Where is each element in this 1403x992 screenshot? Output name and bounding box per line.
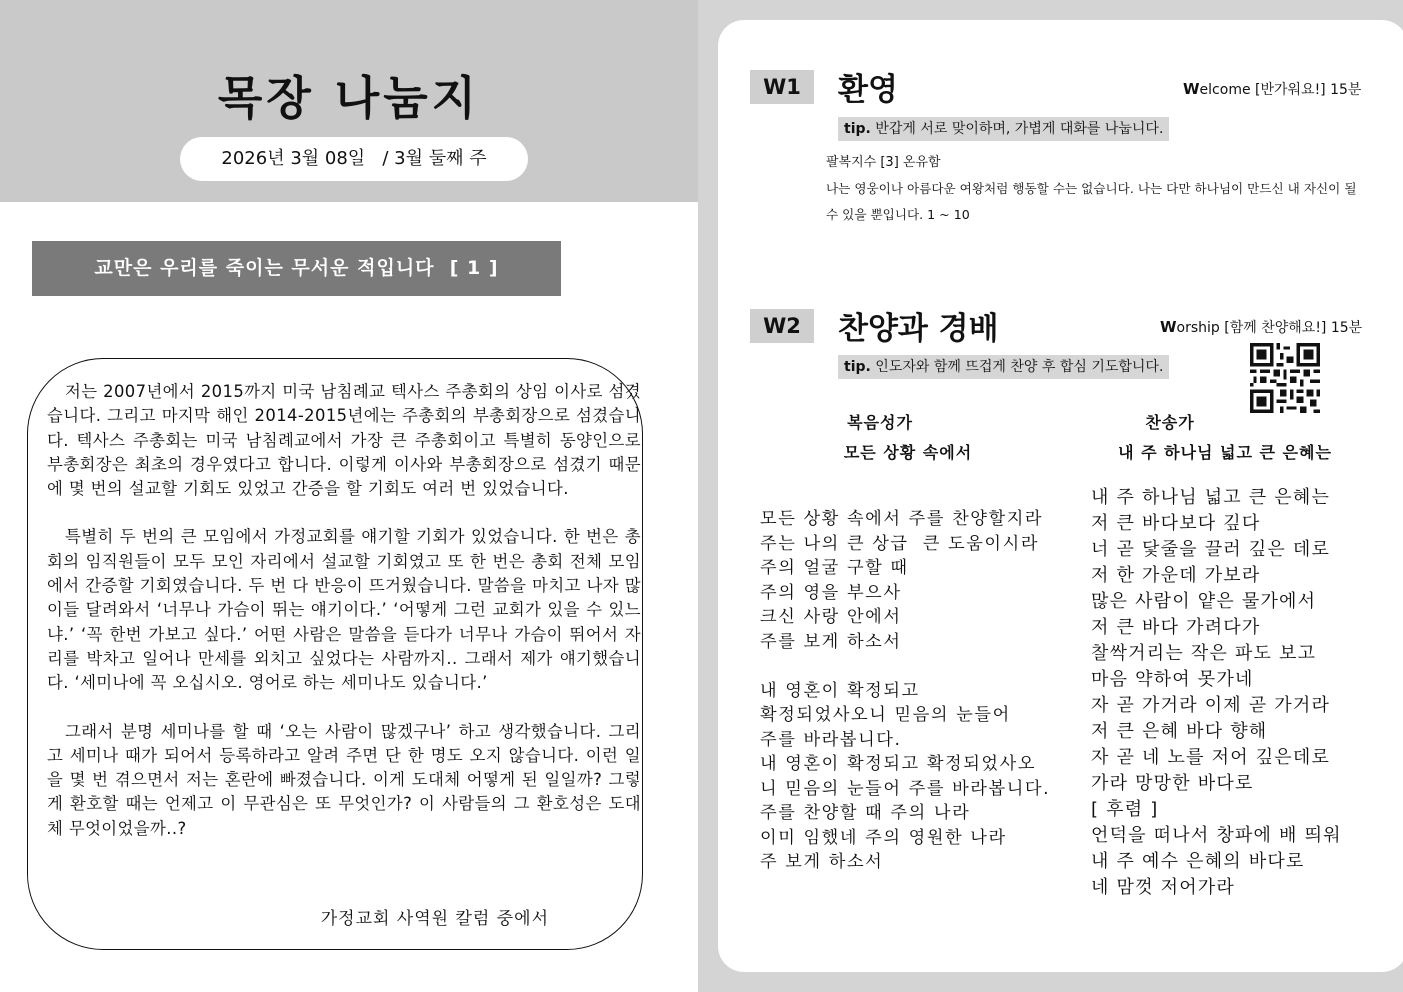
w1-reading: 나는 영웅이나 아름다운 여왕처럼 행동할 수는 없습니다. 나는 다만 하나님이 만드신 내 자신이 될 수 있을 뿐입니다. 1 ~ 10 [826,181,1357,222]
w1-tip-label: tip. [844,121,871,137]
w2-title: 찬양과 경배 [838,311,999,347]
song1-category: 복음성가 [847,413,913,432]
song2-lyrics: 내 주 하나님 넓고 큰 은혜는 저 큰 바다보다 깊다 너 곧 닻줄을 끌러 깊은 데로 저 한 가운데 가보라 많은 사람이 얕은 물가에서 저 큰 바다 가려다가 찰싹거리는 작은 파도 보고 마음 약하여 못가네 자 곧 가거라 이제 곧 가거라 저 큰 은혜 바다 향해 자 곧 네 노를 저어 깊은데로 가라 망망한 바다로 [ 후렴 ] 언덕을 떠나서 창파에 배 띄워 내 주 예수 은혜의 바다로 네 맘껏 저어가라 [1091,487,1342,898]
w1-tag [1183,79,1361,99]
date-pill: 2026년 3월 08일 / 3월 둘째 주 [180,137,528,181]
w1-tag-initial: W [1183,80,1200,98]
song1-lyrics: 모든 상황 속에서 주를 찬양할지라 주는 나의 큰 상급 큰 도움이시라 주의 얼굴 구할 때 주의 영을 부으사 크신 사랑 안에서 주를 보게 하소서 내 영혼이 확정되고 확정되었사오니 믿음의 눈들어 주를 바라봅니다. 내 영혼이 확정되고 확정되었사오 니 믿음의 눈들어 주를 바라봅니다. 주를 찬양할 때 주의 나라 이미 임했네 주의 영원한 나라 주 보게 하소서 [760,509,1051,872]
w2-tip-label: tip. [844,359,871,375]
song2-title: 내 주 하나님 넓고 큰 은혜는 [1118,443,1332,462]
page-title: 목장 나눔지 [217,71,481,125]
song2-category: 찬송가 [1145,413,1195,432]
w1-tag-text: elcome [반가워요!] 15분 [1199,82,1362,98]
w1-tip [838,117,1169,141]
column-paragraph-1: 저는 2007년에서 2015까지 미국 남침례교 텍사스 주총회의 상임 이사로 섬겼습니다. 그리고 마지막 해인 2014-2015년에는 주총회의 부총회장으로 섬겼습니다. 텍사스 주총회는 미국 남침례교에서 가장 큰 주총회이고 특별히 동양인으로 부총회장은 최초의 경우였다고 합니다. 이렇게 이사와 부총회장으로 섬겼기 때문에 몇 번의 설교할 기회도 있었고 간증을 할 기회도 여러 번 있었습니다. [47,382,641,499]
w2-badge: W2 [750,309,814,343]
w2-tag-initial: W [1160,318,1177,336]
column-body [47,380,641,865]
column-paragraph-2: 특별히 두 번의 큰 모임에서 가정교회를 얘기할 기회가 있었습니다. 한 번은 총회의 임직원들이 모두 모인 자리에서 설교할 기회였고 또 한 번은 총회 전체 모임에서 간증할 기회였습니다. 두 번 다 반응이 뜨거웠습니다. 말씀을 마치고 나자 많이들 달려와서 ‘너무나 가슴이 뛰는 얘기이다.’ ‘어떻게 그런 교회가 있을 수 있느냐.’ ‘꼭 한번 가보고 싶다.’ 어떤 사람은 말씀을 듣다가 너무나 가슴이 뛰어서 자리를 박차고 일어나 만세를 외치고 싶었다는 사람까지.. 그래서 제가 얘기했습니다. ‘세미나에 꼭 오십시오. 영어로 하는 세미나도 있습니다.’ [47,527,641,693]
column-title: 교만은 우리를 죽이는 무서운 적입니다 [ 1 ] [32,241,561,296]
w2-tag [1160,317,1362,337]
w1-title: 환영 [838,72,898,108]
qr-code-icon[interactable] [1250,343,1320,413]
column-source: 가정교회 사역원 칼럼 중에서 [320,909,549,929]
w1-badge: W1 [750,70,814,104]
w2-tip-text: 인도자와 함께 뜨겁게 찬양 후 합심 기도합니다. [870,359,1164,375]
column-paragraph-3: 그래서 분명 세미나를 할 때 ‘오는 사람이 많겠구나’ 하고 생각했습니다. 그리고 세미나 때가 되어서 등록하라고 알려 주면 단 한 명도 오지 않습니다. 이런 일을 몇 번 겪으면서 저는 혼란에 빠졌습니다. 이게 도대체 어떻게 된 일일까? 그렇게 환호할 때는 언제고 이 무관심은 또 무엇인가? 이 사람들의 그 환호성은 도대체 무엇이었을까..? [47,721,641,838]
w1-tip-text: 반갑게 서로 맞이하며, 가볍게 대화를 나눕니다. [870,121,1164,137]
w2-tip [838,355,1169,379]
w1-fruit-index: 팔복지수 [3] 온유함 [826,155,941,170]
w2-tag-text: orship [함께 찬양해요!] 15분 [1176,320,1363,336]
song1-title: 모든 상황 속에서 [843,443,973,462]
